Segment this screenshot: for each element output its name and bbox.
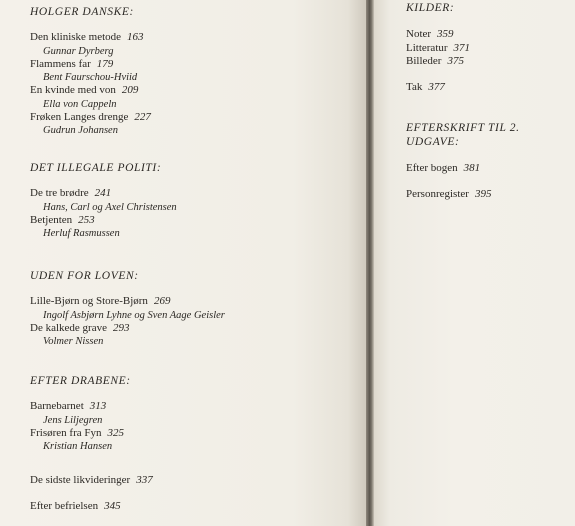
- section-heading: KILDER:: [406, 2, 455, 14]
- entry-title: Efter bogen: [406, 162, 458, 174]
- entry-page: 227: [134, 110, 151, 123]
- toc-entry: [30, 58, 151, 72]
- entry-title: Frisøren fra Fyn: [30, 426, 102, 439]
- entry-title: Tak: [406, 81, 423, 93]
- entry-author: Herluf Rasmussen: [43, 228, 120, 239]
- toc-entry: [406, 42, 470, 56]
- section-kilder: [406, 1, 470, 69]
- entry-title: De sidste likvideringer: [30, 474, 131, 486]
- book-gutter: [366, 0, 374, 526]
- toc-entry: [30, 111, 151, 125]
- entry-title: Litteratur: [406, 41, 448, 54]
- entry-page: 359: [437, 28, 454, 40]
- entry-title: En kvinde med von: [30, 84, 116, 96]
- entry-page: 163: [127, 31, 144, 43]
- section-heading: EFTERSKRIFT TIL 2. UDGAVE:: [406, 122, 520, 148]
- entry-page: 375: [447, 55, 464, 67]
- entry-page: 381: [463, 162, 481, 174]
- toc-entry: [30, 187, 177, 201]
- section-holger-danske: [30, 5, 151, 137]
- entry-title: Frøken Langes drenge: [30, 110, 129, 123]
- toc-entry: [30, 84, 151, 98]
- entry-page: 241: [94, 187, 112, 199]
- entry-page: 253: [78, 213, 95, 226]
- section-det-illegale-politi: [30, 161, 177, 240]
- entry-title: Flammens far: [30, 57, 91, 70]
- toc-entry: [406, 28, 470, 42]
- entry-author: Jens Liljegren: [43, 414, 103, 426]
- entry-title: Billeder: [406, 55, 442, 67]
- entry-page: 337: [136, 474, 153, 486]
- entry-page: 395: [474, 187, 492, 200]
- entry-author: Volmer Nissen: [43, 336, 104, 347]
- entry-title: Noter: [406, 28, 432, 40]
- entry-page: 179: [96, 57, 114, 70]
- toc-entry-tak: [406, 81, 445, 95]
- toc-entry: [30, 214, 177, 228]
- entry-page: 371: [453, 41, 471, 54]
- section-heading: UDEN FOR LOVEN:: [30, 270, 139, 282]
- entry-author: Bent Faurschou-Hviid: [43, 72, 138, 83]
- entry-page: 293: [112, 321, 130, 334]
- section-uden-for-loven: [30, 269, 225, 348]
- section-heading: HOLGER DANSKE:: [30, 6, 134, 18]
- toc-entry: [406, 162, 575, 176]
- entry-title: Barnebarnet: [30, 400, 84, 412]
- toc-entry: [406, 188, 575, 202]
- toc-entry: [406, 55, 470, 69]
- toc-entry: [30, 322, 225, 336]
- right-page: [374, 0, 575, 526]
- entry-page: 313: [89, 400, 107, 412]
- entry-title: De kalkede grave: [30, 321, 107, 334]
- entry-page: 209: [121, 84, 139, 96]
- toc-entry: [30, 31, 151, 45]
- toc-entry: [30, 400, 131, 414]
- entry-author: Gudrun Johansen: [43, 125, 118, 136]
- entry-title: De tre brødre: [30, 187, 89, 199]
- entry-author: Gunnar Dyrberg: [43, 45, 114, 57]
- entry-author: Kristian Hansen: [43, 441, 113, 452]
- toc-entry: [30, 295, 225, 309]
- entry-author: Hans, Carl og Axel Christensen: [43, 201, 177, 213]
- entry-author: Ingolf Asbjørn Lyhne og Sven Aage Geisler: [43, 309, 225, 321]
- section-efter-drabene: [30, 374, 131, 453]
- entry-title: Efter befrielsen: [30, 500, 99, 512]
- entry-title: Betjenten: [30, 213, 73, 226]
- entry-title: Personregister: [406, 187, 469, 200]
- entry-title: Lille-Bjørn og Store-Bjørn: [30, 295, 148, 307]
- section-heading: DET ILLEGALE POLITI:: [30, 162, 162, 174]
- entry-page: 377: [428, 81, 445, 93]
- section-heading: EFTER DRABENE:: [30, 375, 131, 387]
- toc-entry: [30, 427, 131, 441]
- entry-page: 325: [107, 426, 124, 439]
- section-efterskrift: [406, 121, 575, 201]
- toc-entry-standalone: [30, 500, 121, 514]
- toc-entry-standalone: [30, 474, 153, 488]
- entry-author: Ella von Cappeln: [43, 98, 117, 110]
- entry-title: Den kliniske metode: [30, 31, 122, 43]
- entry-page: 269: [153, 295, 171, 307]
- entry-page: 345: [104, 500, 121, 512]
